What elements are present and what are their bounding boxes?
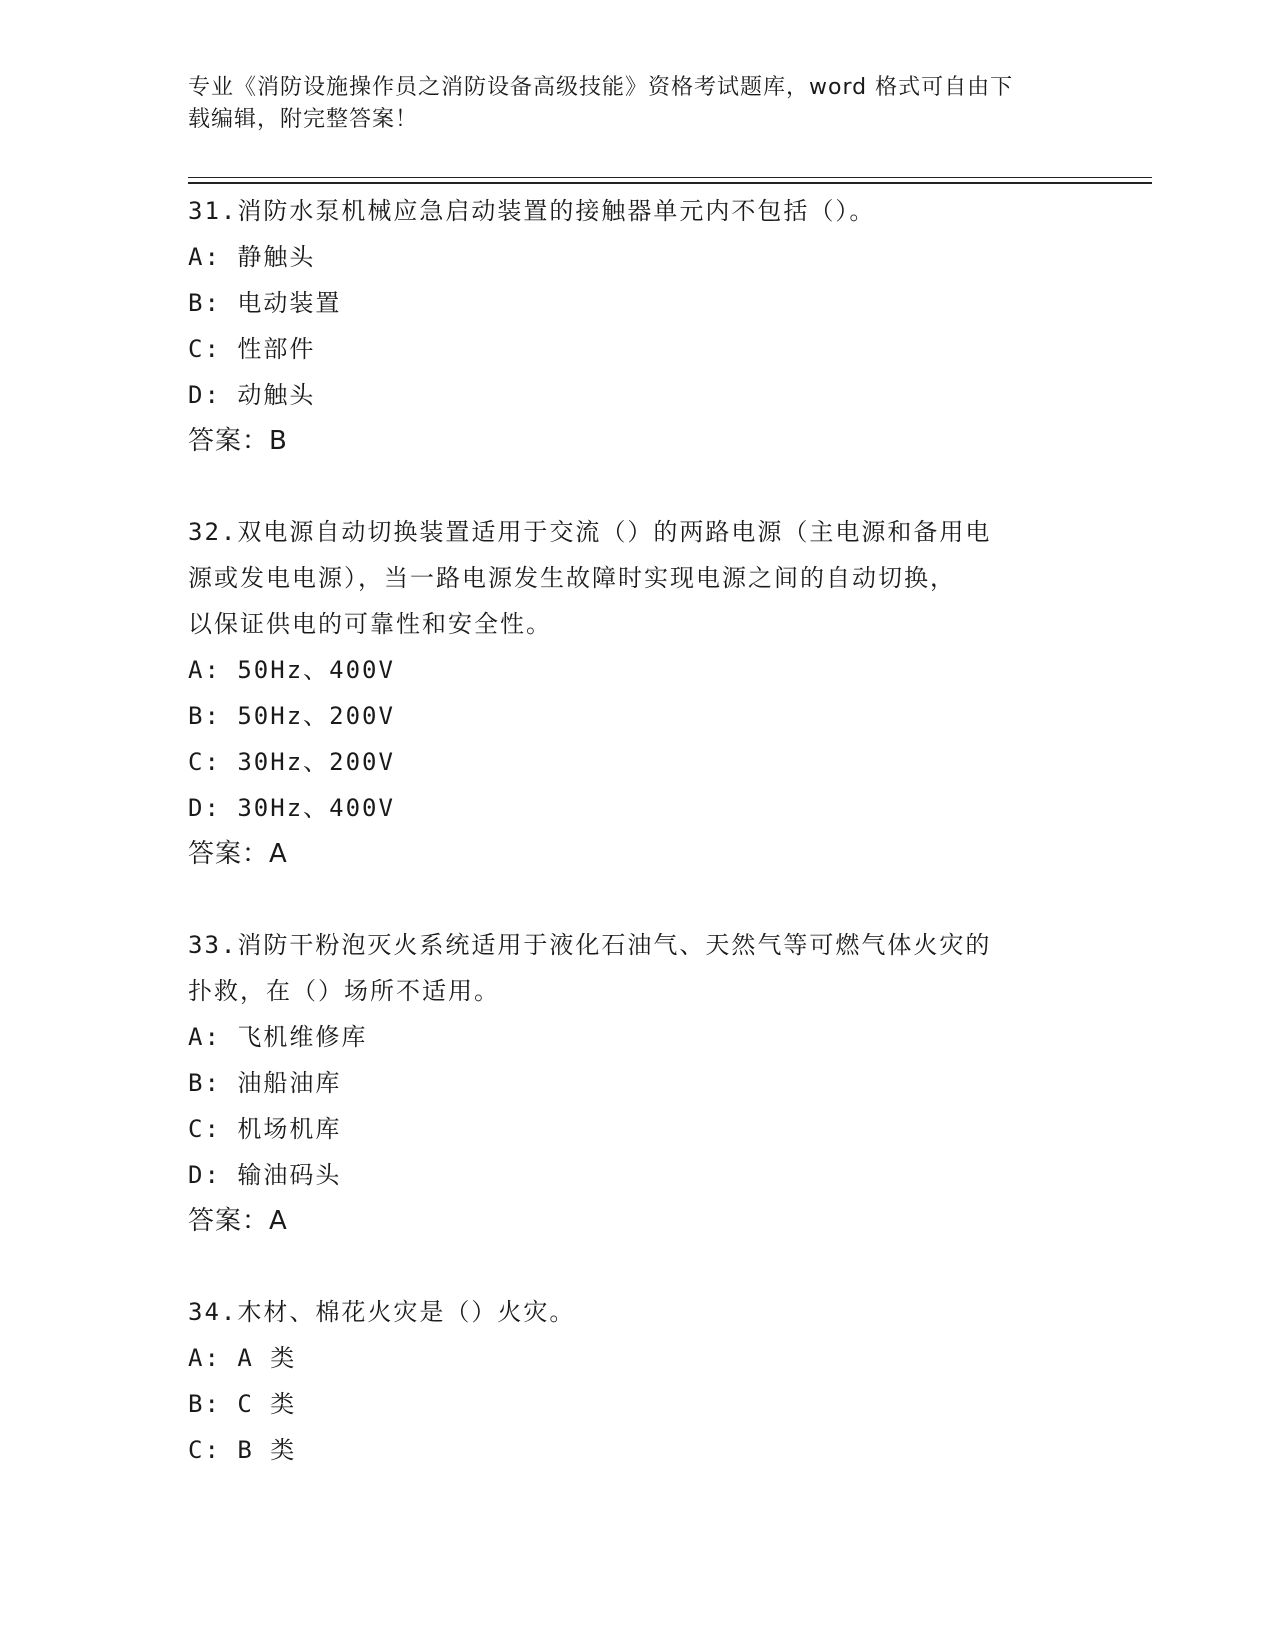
question-stem: 34.木材、棉花火灾是（）火灾。 — [188, 1298, 576, 1326]
question-stem-line-1: 32.双电源自动切换装置适用于交流（）的两路电源（主电源和备用电 — [188, 518, 992, 546]
option-b: B: 电动装置 — [188, 289, 342, 317]
option-b: B: C 类 — [188, 1390, 297, 1418]
answer: 答案：A — [188, 1206, 288, 1236]
header-divider-thin — [188, 177, 1152, 178]
question-32 — [188, 509, 1088, 877]
option-d: D: 输油码头 — [188, 1161, 342, 1189]
question-stem-line-3: 以保证供电的可靠性和安全性。 — [188, 610, 552, 638]
question-stem: 31.消防水泵机械应急启动装置的接触器单元内不包括（）。 — [188, 197, 876, 225]
option-c: C: 性部件 — [188, 335, 316, 363]
option-a: A: 50Hz、400V — [188, 656, 395, 684]
header-line-2: 载编辑，附完整答案！ — [188, 107, 419, 132]
question-31 — [188, 188, 1088, 464]
option-a: A: 飞机维修库 — [188, 1023, 368, 1051]
question-stem-line-2: 扑救，在（）场所不适用。 — [188, 977, 500, 1005]
option-d: D: 动触头 — [188, 381, 316, 409]
answer: 答案：A — [188, 839, 288, 869]
document-header — [188, 72, 1088, 136]
option-a: A: A 类 — [188, 1344, 297, 1372]
option-a: A: 静触头 — [188, 243, 316, 271]
question-stem-line-1: 33.消防干粉泡灭火系统适用于液化石油气、天然气等可燃气体火灾的 — [188, 931, 992, 959]
header-divider-thick — [188, 182, 1152, 184]
option-c: C: 30Hz、200V — [188, 748, 395, 776]
option-c: C: B 类 — [188, 1436, 297, 1464]
option-b: B: 油船油库 — [188, 1069, 342, 1097]
header-line-1: 专业《消防设施操作员之消防设备高级技能》资格考试题库，word 格式可自由下 — [188, 75, 1014, 100]
option-c: C: 机场机库 — [188, 1115, 342, 1143]
question-33 — [188, 922, 1088, 1244]
question-stem-line-2: 源或发电电源），当一路电源发生故障时实现电源之间的自动切换， — [188, 564, 956, 592]
question-34 — [188, 1289, 1088, 1473]
option-b: B: 50Hz、200V — [188, 702, 395, 730]
option-d: D: 30Hz、400V — [188, 794, 395, 822]
question-list — [188, 188, 1088, 1518]
answer: 答案：B — [188, 426, 288, 456]
